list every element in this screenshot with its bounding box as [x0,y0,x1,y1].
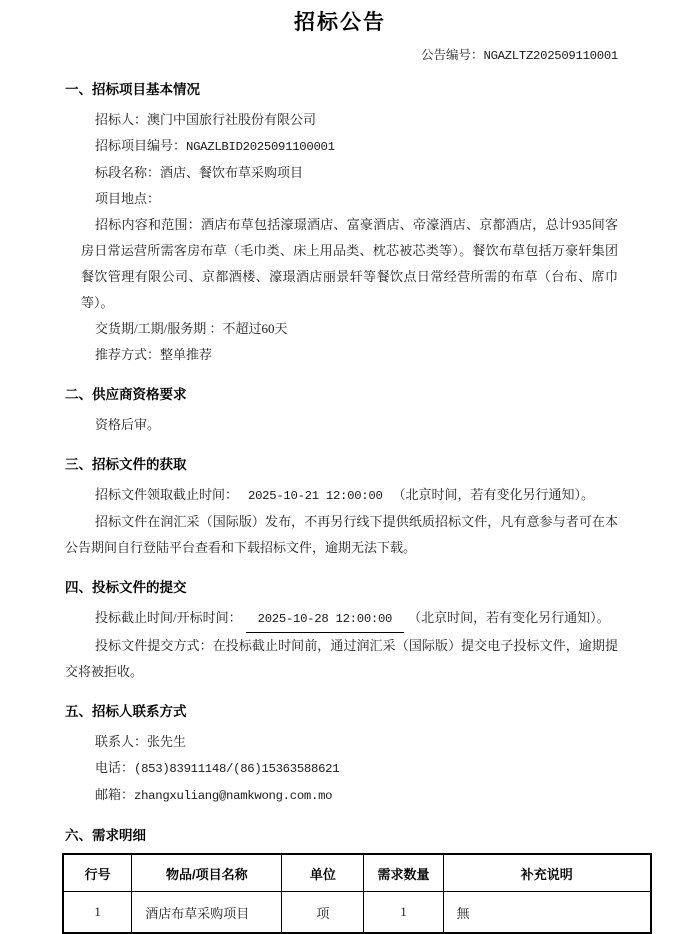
document-deadline-suffix: （北京时间，若有变化另行通知）。 [392,487,595,502]
bid-deadline-line [65,605,618,633]
document-obtain-body: 招标文件在润汇采（国际版）发布，不再另行线下提供纸质招标文件，凡有意参与者可在本公告期间自行登陆平台查看和下载招标文件，逾期无法下载。 [65,514,618,555]
document-deadline-label: 招标文件领取截止时间： [95,487,239,502]
contact-phone-label: 电话： [95,760,135,775]
cell-note: 無 [443,892,651,934]
bid-submission-body: 投标文件提交方式：在投标截止时间前，通过润汇采（国际版）提交电子投标文件，逾期提交将被拒收。 [65,638,618,679]
scope-label: 招标内容和范围： [95,217,201,232]
delivery-period-label: 交货期/工期/服务期 ： [95,321,223,336]
project-number-label: 招标项目编号： [95,138,187,153]
header-unit: 单位 [282,854,364,892]
section-basic-info-heading: 一、招标项目基本情况 [65,82,200,97]
recommend-method-label: 推荐方式： [95,347,161,362]
section-qualification-heading: 二、供应商资格要求 [65,387,187,402]
cell-line-no: 1 [63,892,132,934]
document-deadline-line [65,482,618,509]
demand-table-header-row [63,854,651,892]
qualification-body: 资格后审。 [95,417,161,432]
section-contact-heading: 五、招标人联系方式 [65,704,187,719]
header-quantity: 需求数量 [364,854,443,892]
contact-person-value: 张先生 [147,734,187,749]
contact-email-field [81,782,618,809]
project-number-field [81,133,618,160]
bidder-label: 招标人： [95,112,148,127]
header-line-no: 行号 [63,854,132,892]
bid-deadline-label: 投标截止时间/开标时间： [95,610,242,625]
section-demand-detail-heading: 六、需求明细 [65,828,146,843]
recommend-method-field [81,342,618,368]
recommend-method-value: 整单推荐 [160,347,213,362]
contact-phone-field [81,755,618,782]
contact-email-label: 邮箱： [95,787,135,802]
bidder-value: 澳门中国旅行社股份有限公司 [147,112,317,127]
bid-deadline-suffix: （北京时间，若有变化另行通知）。 [408,610,610,625]
contact-phone-value: (853)83911148/(86)15363588621 [134,762,340,776]
contact-email-value: zhangxuliang@namkwong.com.mo [134,789,333,803]
notice-number-label: 公告编号： [420,48,484,62]
contact-person-label: 联系人： [95,734,148,749]
notice-number-line [62,45,618,63]
project-location-label: 项目地点： [95,191,161,206]
table-row [63,892,651,934]
delivery-period-value: 不超过60天 [222,321,288,336]
bidder-field [81,107,618,133]
project-number-value: NGAZLBID2025091100001 [186,140,335,154]
document-deadline-time: 2025-10-21 12:00:00 [248,489,383,503]
header-item-name: 物品/项目名称 [132,854,282,892]
project-location-field [81,186,618,212]
delivery-period-field [81,316,618,342]
page-title: 招标公告 [294,11,386,34]
scope-value: 酒店布草包括濠璟酒店、富豪酒店、帝濠酒店、京都酒店，总计935间客房日常运营所需客房布草（毛巾类、床上用品类、枕芯被芯类等）。餐饮布草包括万豪轩集团餐饮管理有限公司、京都酒楼、濠璟酒店丽景轩等餐饮点日常经营所需的布草（台布、席巾等）。 [81,217,618,310]
cell-quantity: 1 [364,892,443,934]
section-bid-submission-heading: 四、投标文件的提交 [65,580,187,595]
cell-unit: 项 [282,892,364,934]
header-note: 补充说明 [443,854,651,892]
demand-detail-table [62,853,652,934]
lot-name-label: 标段名称： [95,165,161,180]
contact-person-field [81,729,618,755]
section-document-obtain-heading: 三、招标文件的获取 [65,457,187,472]
lot-name-value: 酒店、餐饮布草采购项目 [160,165,304,180]
cell-item-name: 酒店布草采购项目 [132,892,282,934]
notice-number-value: NGAZLTZ202509110001 [483,49,618,63]
bid-deadline-time: 2025-10-28 12:00:00 [246,606,405,633]
scope-field [81,212,618,316]
lot-name-field [81,160,618,186]
